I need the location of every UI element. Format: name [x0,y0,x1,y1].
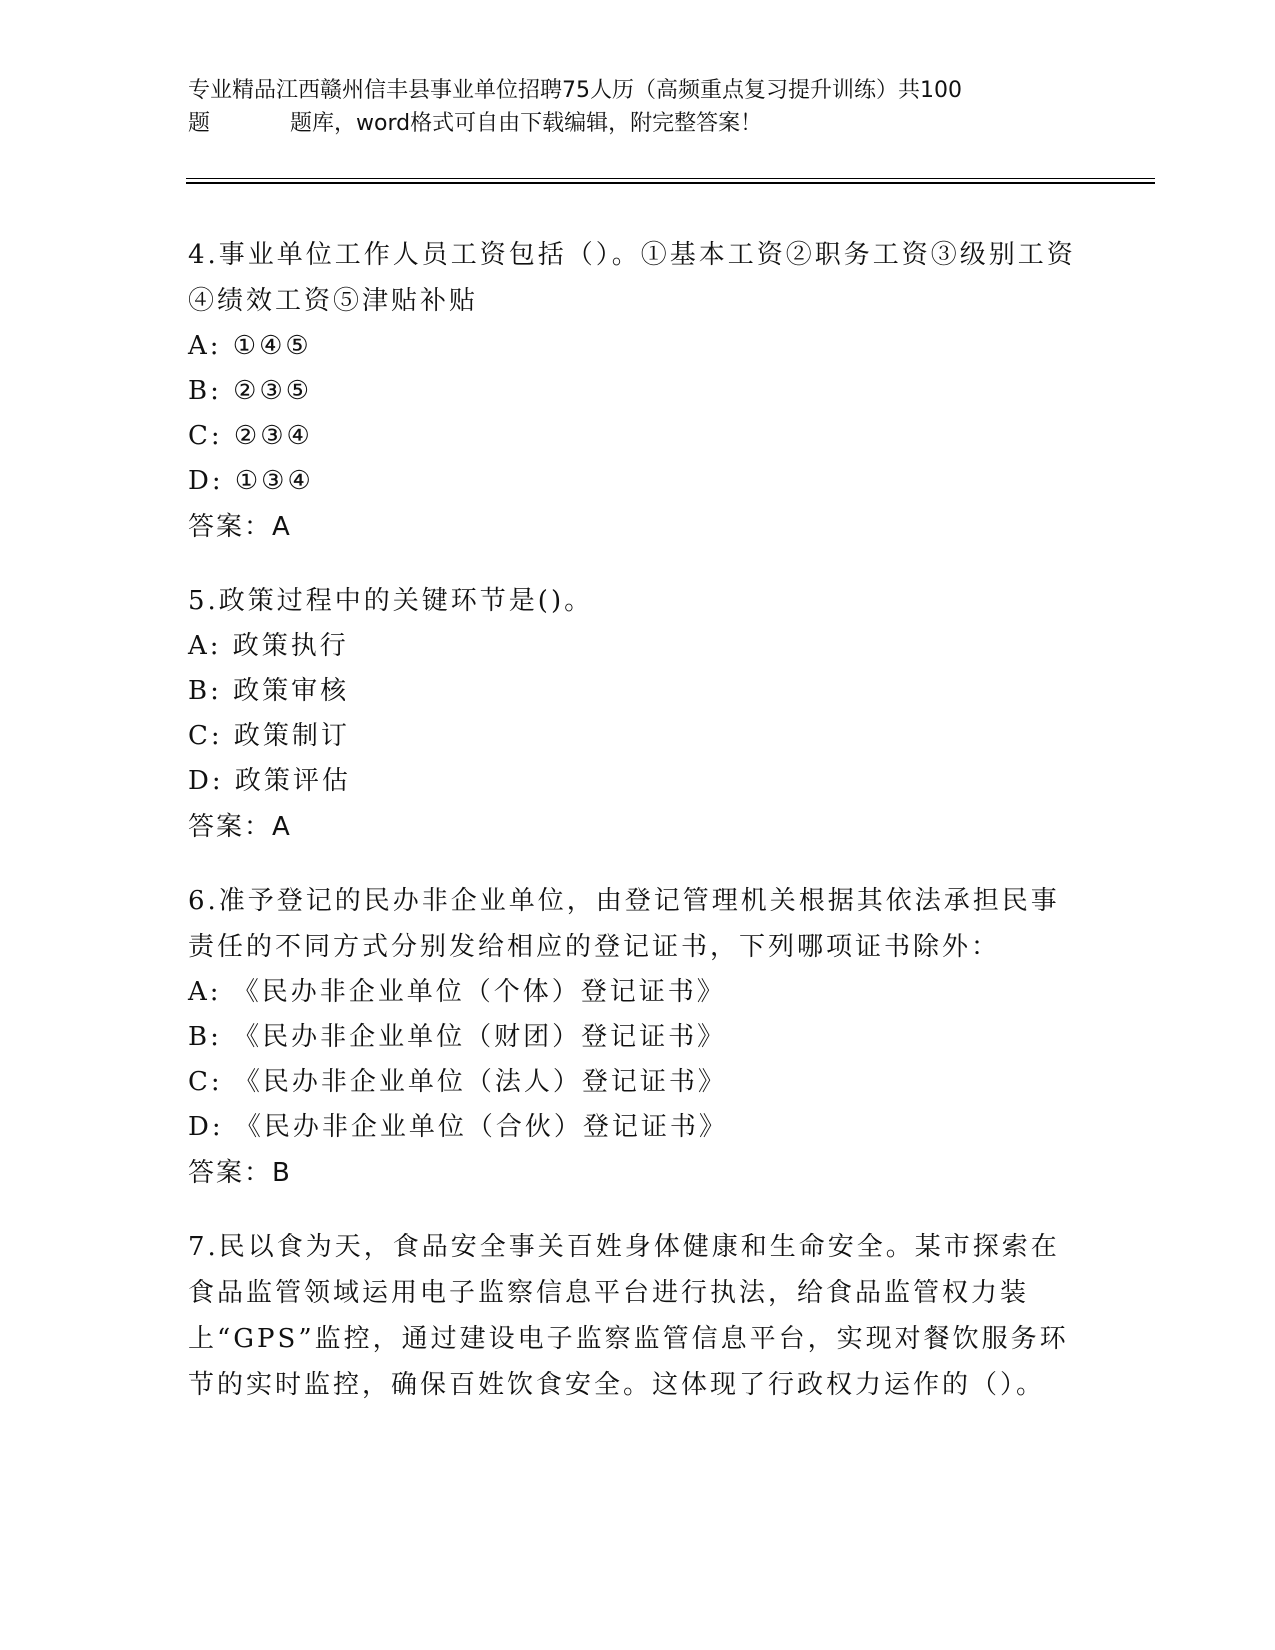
answer: 答案：A [188,812,292,842]
option-d: D: ①③④ [188,466,314,496]
question-4 [188,232,1088,550]
option-b: B: 《民办非企业单位（财团）登记证书》 [188,1022,727,1052]
question-6 [188,878,1088,1196]
option-c: C: 《民办非企业单位（法人）登记证书》 [188,1067,727,1097]
header-title-line2 [188,107,1108,140]
question-list [188,232,1088,1436]
answer: 答案：A [188,512,292,542]
option-b: B: ②③⑤ [188,376,313,406]
option-a: A: 《民办非企业单位（个体）登记证书》 [188,977,726,1007]
option-d: D: 《民办非企业单位（合伙）登记证书》 [188,1112,728,1142]
header-divider-thin [186,178,1155,179]
header-title-line2-rest: 题库，word格式可自由下载编辑，附完整答案！ [290,111,763,136]
header-divider-thick [186,182,1155,184]
option-a: A: ①④⑤ [188,331,312,361]
option-d: D: 政策评估 [188,766,351,796]
option-b: B: 政策审核 [188,676,350,706]
option-c: C: ②③④ [188,421,313,451]
answer: 答案：B [188,1158,292,1188]
question-stem: 5.政策过程中的关键环节是()。 [188,586,594,616]
option-c: C: 政策制订 [188,721,350,751]
question-stem: 4.事业单位工作人员工资包括（）。①基本工资②职务工资③级别工资④绩效工资⑤津贴补贴 [188,240,1076,316]
header-title-line2-start: 题 [188,111,211,136]
question-stem: 6.准予登记的民办非企业单位，由登记管理机关根据其依法承担民事责任的不同方式分别发给相应的登记证书，下列哪项证书除外： [188,886,1060,962]
question-7 [188,1224,1088,1408]
document-header [188,74,1108,140]
question-stem: 7.民以食为天，食品安全事关百姓身体健康和生命安全。某市探索在食品监管领域运用电子监察信息平台进行执法，给食品监管权力装上“GPS”监控，通过建设电子监察监管信息平台，实现对餐饮服务环节的实时监控，确保百姓饮食安全。这体现了行政权力运作的（）。 [188,1232,1069,1400]
header-title-line1: 专业精品江西赣州信丰县事业单位招聘75人历（高频重点复习提升训练）共100 [188,78,962,103]
question-5 [188,578,1088,850]
option-a: A: 政策执行 [188,631,349,661]
